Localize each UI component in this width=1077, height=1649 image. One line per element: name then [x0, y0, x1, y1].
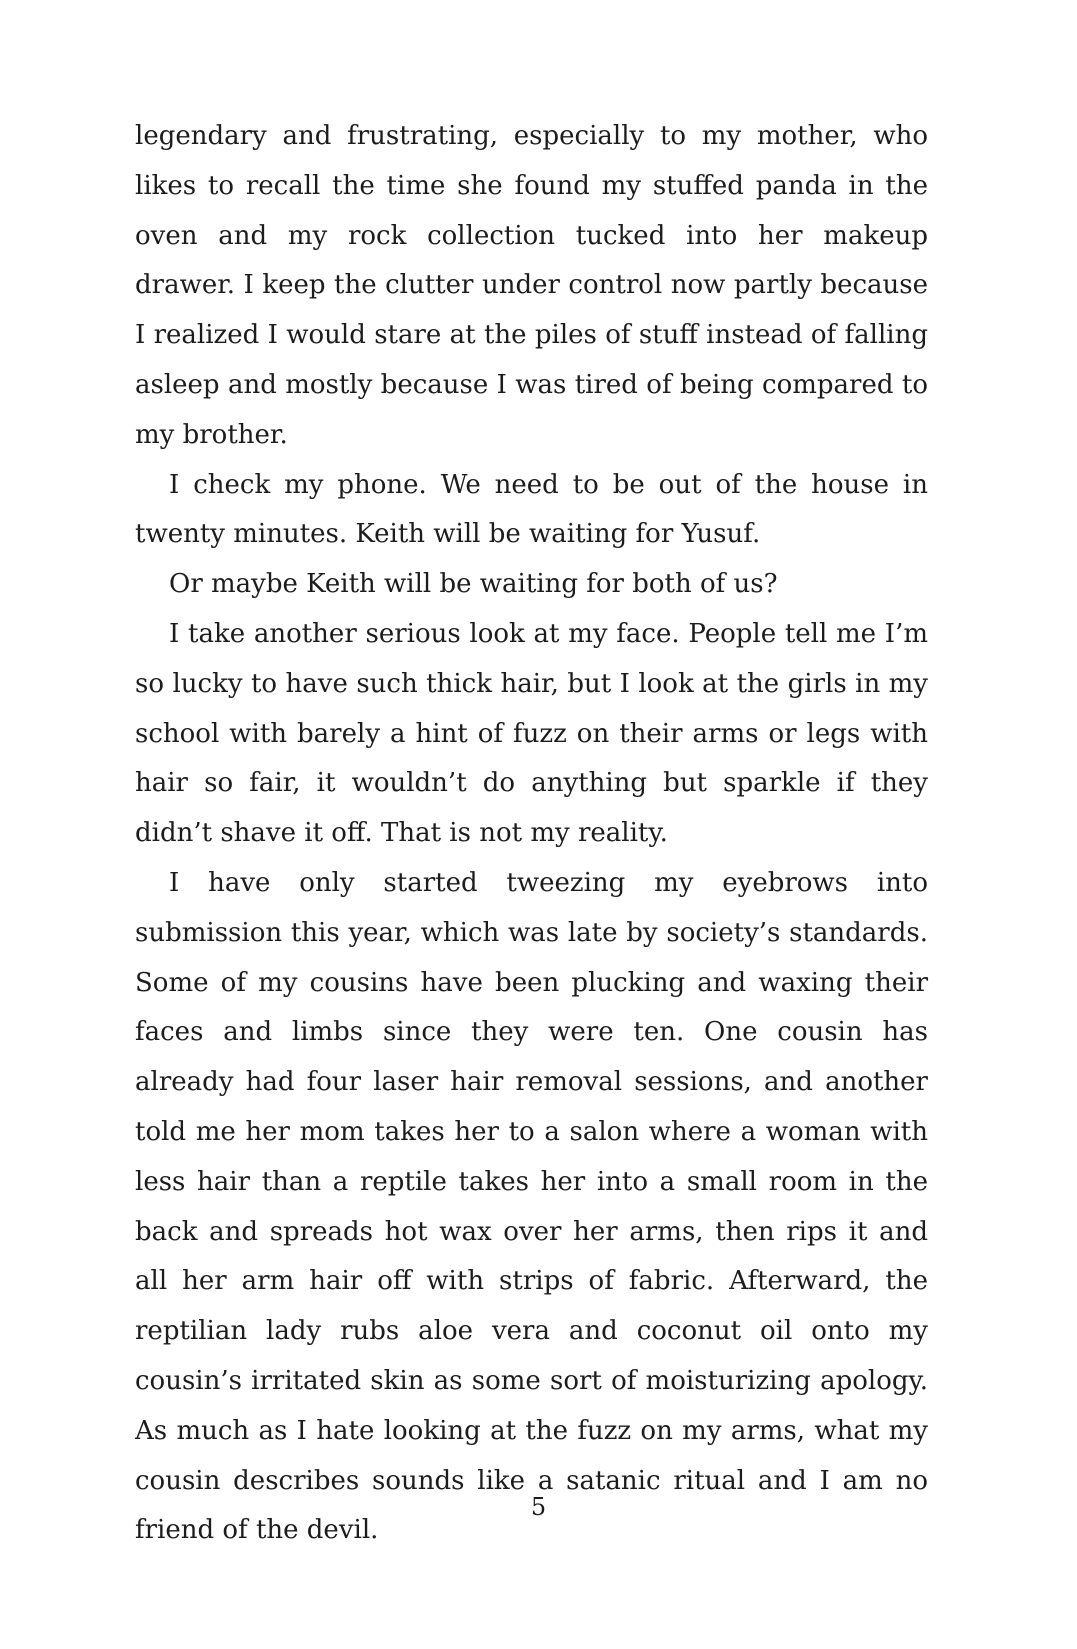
page-number: 5	[530, 1493, 547, 1521]
paragraph-check-phone: I check my phone. We need to be out of the house in twenty minutes. Keith will be waiting for Yusuf.	[135, 469, 928, 550]
paragraph-thick-hair: I take another serious look at my face. People tell me I’m so lucky to have such thick hair, but I look at the girls in my school with barely a hint of fuzz on their arms or legs with hair so fair, it wouldn’t do anything but sparkle if they didn’t shave it off. That is not my reality.	[135, 618, 928, 849]
body-text	[135, 112, 928, 1556]
paragraph-continued: legendary and frustrating, especially to my mother, who likes to recall the time she found my stuffed panda in the oven and my rock collection tucked into her makeup drawer. I keep the clutter under control now partly because I realized I would stare at the piles of stuff instead of falling asleep and mostly because I was tired of being compared to my brother.	[135, 121, 928, 450]
paragraph-tweezing: I have only started tweezing my eyebrows into submission this year, which was late by society’s standards. Some of my cousins have been plucking and waxing their faces and limbs since they were ten. One cousin has already had four laser hair removal sessions, and another told me her mom takes her to a salon where a woman with less hair than a reptile takes her into a small room in the back and spreads hot wax over her arms, then rips it and all her arm hair off with strips of fabric. Afterward, the reptilian lady rubs aloe vera and coconut oil onto my cousin’s irritated skin as some sort of moisturizing apology. As much as I hate looking at the fuzz on my arms, what my cousin describes sounds like a satanic ritual and I am no friend of the devil.	[135, 867, 928, 1546]
paragraph-keith-waiting: Or maybe Keith will be waiting for both of us?	[169, 569, 778, 600]
